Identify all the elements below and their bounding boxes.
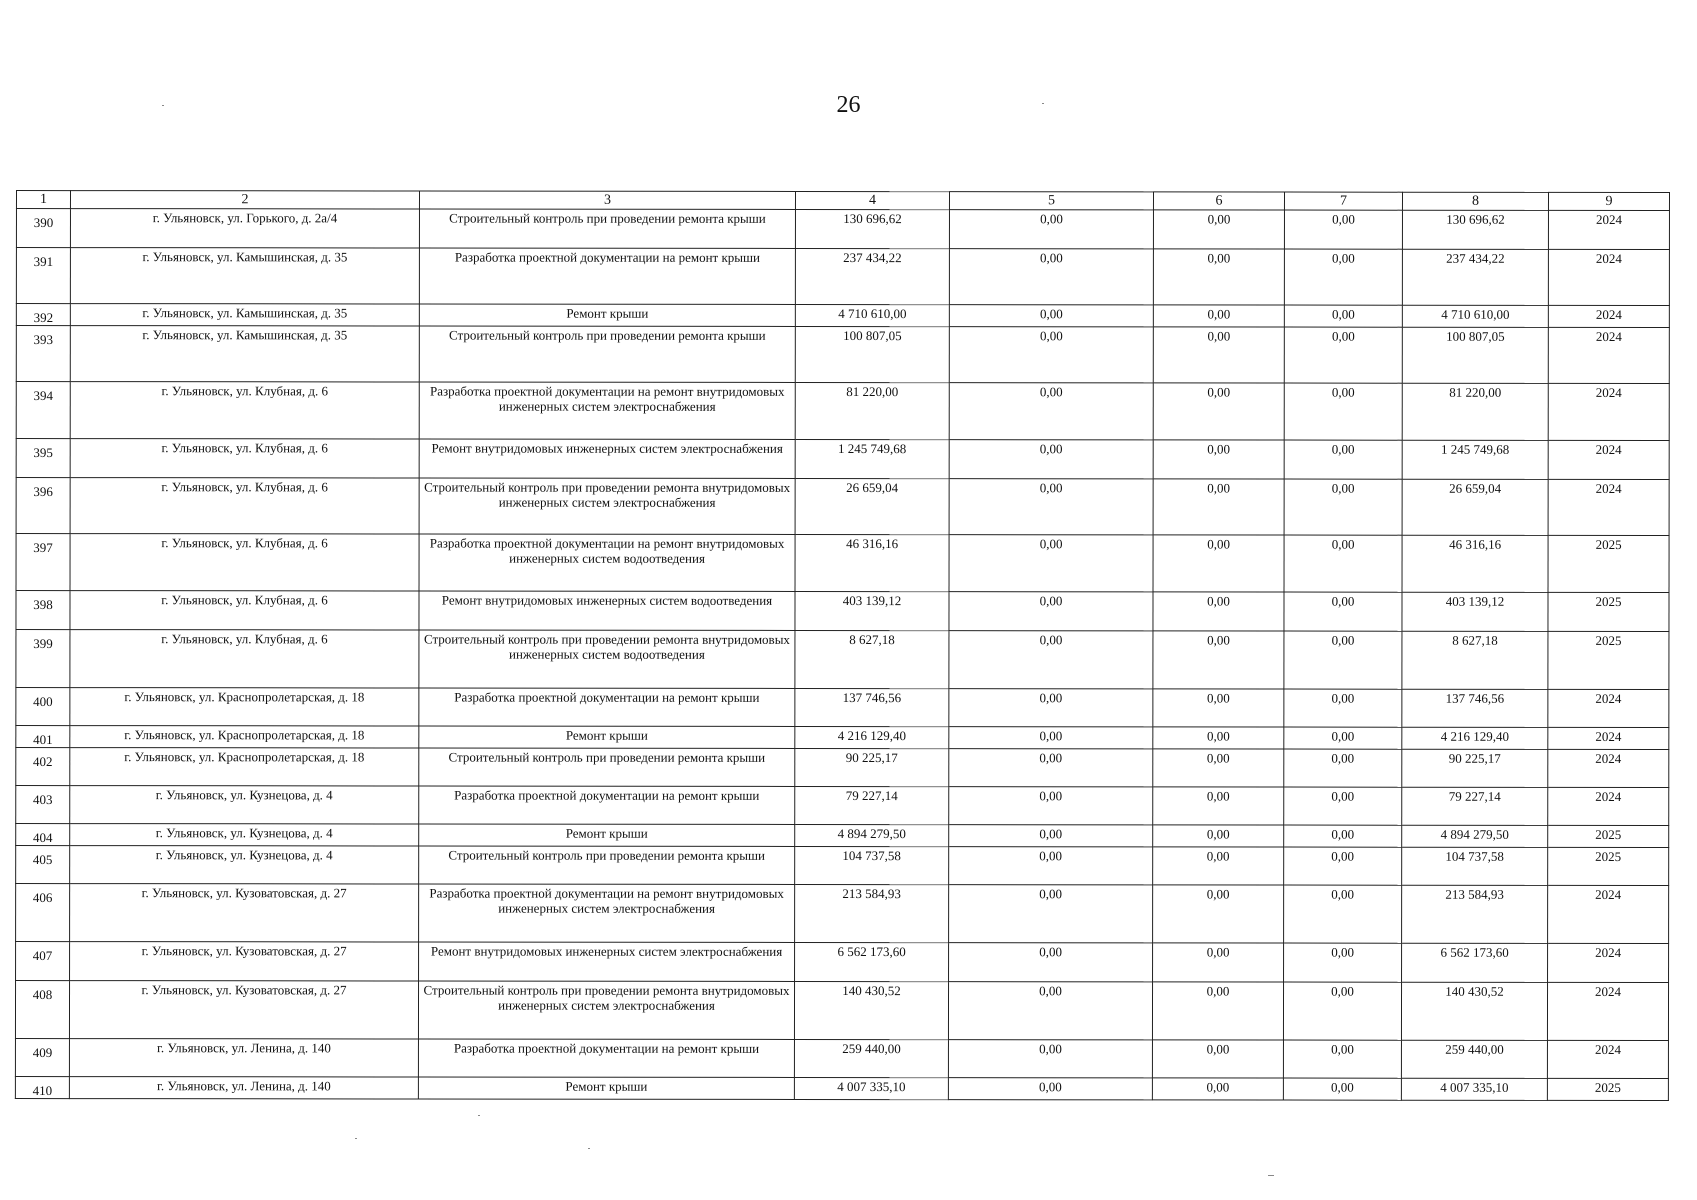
row-number-cell: 394 <box>16 382 70 439</box>
work-type-cell: Строительный контроль при проведении ремонта крыши <box>419 209 795 248</box>
cost-owners-cell: 0,00 <box>1283 982 1401 1040</box>
year-cell: 2024 <box>1548 383 1669 440</box>
year-cell: 2024 <box>1548 210 1669 249</box>
cost-other-cell: 259 440,00 <box>1401 1040 1547 1078</box>
column-header: 5 <box>949 192 1153 210</box>
total-cost-cell: 26 659,04 <box>795 478 949 534</box>
cost-other-cell: 46 316,16 <box>1402 535 1548 592</box>
repair-program-table <box>15 190 1670 1101</box>
cost-budget-cell: 0,00 <box>1153 592 1284 631</box>
column-header: 7 <box>1284 192 1402 210</box>
cost-other-cell: 130 696,62 <box>1402 210 1548 249</box>
row-number-cell: 399 <box>16 630 70 688</box>
year-cell: 2024 <box>1548 479 1669 535</box>
cost-owners-cell: 0,00 <box>1284 689 1402 727</box>
cost-budget-cell: 0,00 <box>1153 479 1284 535</box>
address-cell: г. Ульяновск, ул. Ленина, д. 140 <box>69 1077 418 1099</box>
row-number-cell: 405 <box>16 846 70 884</box>
address-cell: г. Ульяновск, ул. Клубная, д. 6 <box>70 630 419 688</box>
total-cost-cell: 8 627,18 <box>795 630 949 688</box>
scan-speck <box>162 105 164 106</box>
cost-budget-cell: 0,00 <box>1152 1078 1283 1100</box>
cost-owners-cell: 0,00 <box>1284 825 1402 847</box>
cost-other-cell: 100 807,05 <box>1402 327 1548 383</box>
cost-budget-cell: 0,00 <box>1153 535 1284 592</box>
table-row <box>15 981 1668 1041</box>
cost-fund-cell: 0,00 <box>948 982 1152 1040</box>
cost-fund-cell: 0,00 <box>948 1078 1152 1100</box>
year-cell: 2025 <box>1548 825 1669 847</box>
total-cost-cell: 140 430,52 <box>794 981 948 1039</box>
column-header: 9 <box>1548 192 1669 210</box>
program-table-sheet <box>15 190 1669 1101</box>
cost-owners-cell: 0,00 <box>1284 440 1402 479</box>
total-cost-cell: 403 139,12 <box>795 591 949 630</box>
cost-owners-cell: 0,00 <box>1284 592 1402 631</box>
address-cell: г. Ульяновск, ул. Клубная, д. 6 <box>70 591 419 630</box>
cost-fund-cell: 0,00 <box>949 689 1153 727</box>
cost-fund-cell: 0,00 <box>949 305 1153 327</box>
cost-fund-cell: 0,00 <box>949 943 1153 982</box>
page-number: 26 <box>836 92 861 118</box>
address-cell: г. Ульяновск, ул. Клубная, д. 6 <box>70 534 419 591</box>
column-header: 1 <box>16 191 70 209</box>
cost-fund-cell: 0,00 <box>949 749 1153 787</box>
cost-budget-cell: 0,00 <box>1153 943 1284 982</box>
cost-owners-cell: 0,00 <box>1284 305 1402 327</box>
row-number-cell: 398 <box>16 591 70 630</box>
cost-fund-cell: 0,00 <box>949 727 1153 749</box>
row-number-cell: 392 <box>16 304 70 326</box>
year-cell: 2024 <box>1548 885 1669 943</box>
total-cost-cell: 4 894 279,50 <box>795 824 949 846</box>
cost-fund-cell: 0,00 <box>949 847 1153 885</box>
cost-budget-cell: 0,00 <box>1153 727 1284 749</box>
address-cell: г. Ульяновск, ул. Камышинская, д. 35 <box>70 326 419 382</box>
total-cost-cell: 4 007 335,10 <box>794 1077 948 1099</box>
row-number-cell: 406 <box>16 884 70 942</box>
work-type-cell: Разработка проектной документации на ремонт внутридомовых инженерных систем водоотведения <box>419 534 795 591</box>
scan-speck <box>478 1115 480 1116</box>
cost-budget-cell: 0,00 <box>1153 825 1284 847</box>
table-row <box>15 1077 1668 1101</box>
address-cell: г. Ульяновск, ул. Клубная, д. 6 <box>70 382 419 439</box>
address-cell: г. Ульяновск, ул. Краснопролетарская, д. 18 <box>70 726 419 748</box>
work-type-cell: Строительный контроль при проведении ремонта крыши <box>419 748 795 786</box>
work-type-cell: Ремонт внутридомовых инженерных систем электроснабжения <box>419 439 795 478</box>
table-row <box>16 824 1669 848</box>
total-cost-cell: 46 316,16 <box>795 534 949 591</box>
year-cell: 2024 <box>1548 749 1669 787</box>
cost-owners-cell: 0,00 <box>1284 535 1402 592</box>
work-type-cell: Строительный контроль при проведении ремонта крыши <box>419 326 795 382</box>
column-header: 6 <box>1153 192 1284 210</box>
cost-owners-cell: 0,00 <box>1283 1078 1401 1100</box>
cost-other-cell: 213 584,93 <box>1402 885 1548 943</box>
address-cell: г. Ульяновск, ул. Кузнецова, д. 4 <box>70 786 419 824</box>
address-cell: г. Ульяновск, ул. Камышинская, д. 35 <box>70 248 419 304</box>
cost-owners-cell: 0,00 <box>1284 749 1402 787</box>
address-cell: г. Ульяновск, ул. Камышинская, д. 35 <box>70 304 419 326</box>
table-row <box>16 630 1669 690</box>
table-row <box>16 846 1669 886</box>
year-cell: 2025 <box>1548 847 1669 885</box>
cost-other-cell: 403 139,12 <box>1402 592 1548 631</box>
year-cell: 2025 <box>1547 1078 1668 1100</box>
table-row <box>16 786 1669 826</box>
cost-other-cell: 4 007 335,10 <box>1401 1078 1547 1100</box>
scan-speck <box>1268 1175 1274 1176</box>
year-cell: 2024 <box>1548 787 1669 825</box>
cost-fund-cell: 0,00 <box>949 440 1153 479</box>
cost-fund-cell: 0,00 <box>949 383 1153 440</box>
cost-other-cell: 4 216 129,40 <box>1402 727 1548 749</box>
row-number-cell: 395 <box>16 439 70 478</box>
cost-owners-cell: 0,00 <box>1283 1040 1401 1078</box>
cost-budget-cell: 0,00 <box>1153 249 1284 305</box>
row-number-cell: 400 <box>16 688 70 726</box>
table-row <box>16 748 1669 788</box>
table-row <box>16 726 1669 750</box>
address-cell: г. Ульяновск, ул. Кузоватовская, д. 27 <box>69 981 418 1039</box>
scan-speck <box>1042 103 1044 104</box>
address-cell: г. Ульяновск, ул. Клубная, д. 6 <box>70 478 419 534</box>
total-cost-cell: 213 584,93 <box>795 884 949 942</box>
column-header: 3 <box>419 191 795 209</box>
cost-fund-cell: 0,00 <box>948 1040 1152 1078</box>
year-cell: 2024 <box>1548 727 1669 749</box>
cost-budget-cell: 0,00 <box>1152 982 1283 1040</box>
address-cell: г. Ульяновск, ул. Кузоватовская, д. 27 <box>70 884 419 942</box>
cost-other-cell: 137 746,56 <box>1402 689 1548 727</box>
total-cost-cell: 79 227,14 <box>795 786 949 824</box>
row-number-cell: 391 <box>16 248 70 304</box>
work-type-cell: Ремонт внутридомовых инженерных систем водоотведения <box>419 591 795 630</box>
cost-other-cell: 1 245 749,68 <box>1402 440 1548 479</box>
work-type-cell: Ремонт внутридомовых инженерных систем электроснабжения <box>419 942 795 981</box>
row-number-cell: 403 <box>16 786 70 824</box>
year-cell: 2024 <box>1547 982 1668 1040</box>
table-row <box>15 1039 1668 1079</box>
cost-owners-cell: 0,00 <box>1284 327 1402 383</box>
cost-budget-cell: 0,00 <box>1153 787 1284 825</box>
cost-other-cell: 104 737,58 <box>1402 847 1548 885</box>
cost-other-cell: 79 227,14 <box>1402 787 1548 825</box>
year-cell: 2025 <box>1548 535 1669 592</box>
cost-fund-cell: 0,00 <box>949 210 1153 249</box>
cost-fund-cell: 0,00 <box>949 249 1153 305</box>
cost-owners-cell: 0,00 <box>1284 210 1402 249</box>
work-type-cell: Разработка проектной документации на ремонт внутридомовых инженерных систем электроснабжения <box>419 382 795 439</box>
cost-budget-cell: 0,00 <box>1153 689 1284 727</box>
table-body <box>15 209 1669 1101</box>
cost-owners-cell: 0,00 <box>1284 727 1402 749</box>
table-row <box>16 478 1669 536</box>
column-header: 2 <box>70 191 419 209</box>
cost-other-cell: 4 710 610,00 <box>1402 305 1548 327</box>
row-number-cell: 393 <box>16 326 70 382</box>
year-cell: 2024 <box>1548 249 1669 305</box>
scan-speck <box>355 1138 357 1139</box>
cost-budget-cell: 0,00 <box>1153 631 1284 689</box>
year-cell: 2024 <box>1548 689 1669 727</box>
cost-owners-cell: 0,00 <box>1284 383 1402 440</box>
work-type-cell: Ремонт крыши <box>419 824 795 846</box>
table-row <box>16 326 1669 384</box>
work-type-cell: Разработка проектной документации на ремонт крыши <box>418 1039 794 1077</box>
total-cost-cell: 130 696,62 <box>795 209 949 248</box>
cost-other-cell: 237 434,22 <box>1402 249 1548 305</box>
year-cell: 2024 <box>1548 305 1669 327</box>
cost-budget-cell: 0,00 <box>1153 327 1284 383</box>
table-row <box>16 534 1669 593</box>
year-cell: 2025 <box>1548 592 1669 631</box>
cost-fund-cell: 0,00 <box>949 479 1153 535</box>
work-type-cell: Строительный контроль при проведении ремонта внутридомовых инженерных систем электроснабжения <box>418 981 794 1039</box>
total-cost-cell: 104 737,58 <box>795 846 949 884</box>
cost-owners-cell: 0,00 <box>1284 943 1402 982</box>
cost-budget-cell: 0,00 <box>1153 383 1284 440</box>
cost-other-cell: 140 430,52 <box>1401 982 1547 1040</box>
table-row <box>16 248 1669 306</box>
total-cost-cell: 6 562 173,60 <box>795 942 949 981</box>
row-number-cell: 409 <box>15 1039 69 1077</box>
address-cell: г. Ульяновск, ул. Кузоватовская, д. 27 <box>70 942 419 981</box>
row-number-cell: 407 <box>16 942 70 981</box>
cost-fund-cell: 0,00 <box>949 885 1153 943</box>
cost-fund-cell: 0,00 <box>949 592 1153 631</box>
table-row <box>16 304 1669 328</box>
table-row <box>16 209 1669 250</box>
table-row <box>16 942 1669 983</box>
work-type-cell: Строительный контроль при проведении ремонта крыши <box>419 846 795 884</box>
work-type-cell: Ремонт крыши <box>419 726 795 748</box>
row-number-cell: 397 <box>16 534 70 591</box>
address-cell: г. Ульяновск, ул. Ленина, д. 140 <box>69 1039 418 1077</box>
total-cost-cell: 100 807,05 <box>795 326 949 382</box>
year-cell: 2025 <box>1548 631 1669 689</box>
row-number-cell: 401 <box>16 726 70 748</box>
cost-owners-cell: 0,00 <box>1284 249 1402 305</box>
column-header: 8 <box>1402 192 1548 210</box>
year-cell: 2024 <box>1547 1040 1668 1078</box>
cost-budget-cell: 0,00 <box>1153 885 1284 943</box>
year-cell: 2024 <box>1548 943 1669 982</box>
address-cell: г. Ульяновск, ул. Кузнецова, д. 4 <box>70 824 419 846</box>
cost-fund-cell: 0,00 <box>949 535 1153 592</box>
cost-budget-cell: 0,00 <box>1153 847 1284 885</box>
cost-budget-cell: 0,00 <box>1153 440 1284 479</box>
total-cost-cell: 81 220,00 <box>795 382 949 439</box>
address-cell: г. Ульяновск, ул. Кузнецова, д. 4 <box>70 846 419 884</box>
total-cost-cell: 90 225,17 <box>795 748 949 786</box>
cost-fund-cell: 0,00 <box>949 631 1153 689</box>
year-cell: 2024 <box>1548 440 1669 479</box>
row-number-cell: 408 <box>15 981 69 1039</box>
cost-other-cell: 26 659,04 <box>1402 479 1548 535</box>
row-number-cell: 402 <box>16 748 70 786</box>
cost-owners-cell: 0,00 <box>1284 787 1402 825</box>
work-type-cell: Ремонт крыши <box>419 304 795 326</box>
total-cost-cell: 259 440,00 <box>794 1039 948 1077</box>
table-row <box>16 591 1669 632</box>
cost-other-cell: 8 627,18 <box>1402 631 1548 689</box>
work-type-cell: Ремонт крыши <box>418 1077 794 1099</box>
total-cost-cell: 4 216 129,40 <box>795 726 949 748</box>
cost-other-cell: 6 562 173,60 <box>1402 943 1548 982</box>
total-cost-cell: 237 434,22 <box>795 248 949 304</box>
column-header: 4 <box>795 191 949 209</box>
work-type-cell: Разработка проектной документации на ремонт крыши <box>419 248 795 304</box>
cost-other-cell: 81 220,00 <box>1402 383 1548 440</box>
cost-other-cell: 90 225,17 <box>1402 749 1548 787</box>
work-type-cell: Разработка проектной документации на ремонт крыши <box>419 688 795 726</box>
table-row <box>16 382 1669 441</box>
work-type-cell: Разработка проектной документации на ремонт крыши <box>419 786 795 824</box>
cost-other-cell: 4 894 279,50 <box>1402 825 1548 847</box>
cost-budget-cell: 0,00 <box>1153 749 1284 787</box>
cost-owners-cell: 0,00 <box>1284 631 1402 689</box>
total-cost-cell: 1 245 749,68 <box>795 439 949 478</box>
scan-speck <box>588 1148 590 1149</box>
address-cell: г. Ульяновск, ул. Клубная, д. 6 <box>70 439 419 478</box>
work-type-cell: Строительный контроль при проведении ремонта внутридомовых инженерных систем водоотведения <box>419 630 795 688</box>
year-cell: 2024 <box>1548 327 1669 383</box>
table-row <box>16 884 1669 944</box>
row-number-cell: 390 <box>16 209 70 248</box>
total-cost-cell: 4 710 610,00 <box>795 304 949 326</box>
cost-owners-cell: 0,00 <box>1284 479 1402 535</box>
cost-fund-cell: 0,00 <box>949 787 1153 825</box>
cost-fund-cell: 0,00 <box>949 327 1153 383</box>
cost-budget-cell: 0,00 <box>1153 305 1284 327</box>
work-type-cell: Строительный контроль при проведении ремонта внутридомовых инженерных систем электроснабжения <box>419 478 795 534</box>
cost-fund-cell: 0,00 <box>949 825 1153 847</box>
row-number-cell: 410 <box>15 1077 69 1099</box>
address-cell: г. Ульяновск, ул. Краснопролетарская, д. 18 <box>70 688 419 726</box>
cost-owners-cell: 0,00 <box>1284 885 1402 943</box>
total-cost-cell: 137 746,56 <box>795 688 949 726</box>
column-number-header-row <box>16 191 1669 211</box>
row-number-cell: 404 <box>16 824 70 846</box>
row-number-cell: 396 <box>16 478 70 534</box>
work-type-cell: Разработка проектной документации на ремонт внутридомовых инженерных систем электроснабжения <box>419 884 795 942</box>
cost-budget-cell: 0,00 <box>1152 1040 1283 1078</box>
cost-budget-cell: 0,00 <box>1153 210 1284 249</box>
table-row <box>16 688 1669 728</box>
address-cell: г. Ульяновск, ул. Горького, д. 2а/4 <box>70 209 419 248</box>
address-cell: г. Ульяновск, ул. Краснопролетарская, д. 18 <box>70 748 419 786</box>
cost-owners-cell: 0,00 <box>1284 847 1402 885</box>
table-row <box>16 439 1669 480</box>
